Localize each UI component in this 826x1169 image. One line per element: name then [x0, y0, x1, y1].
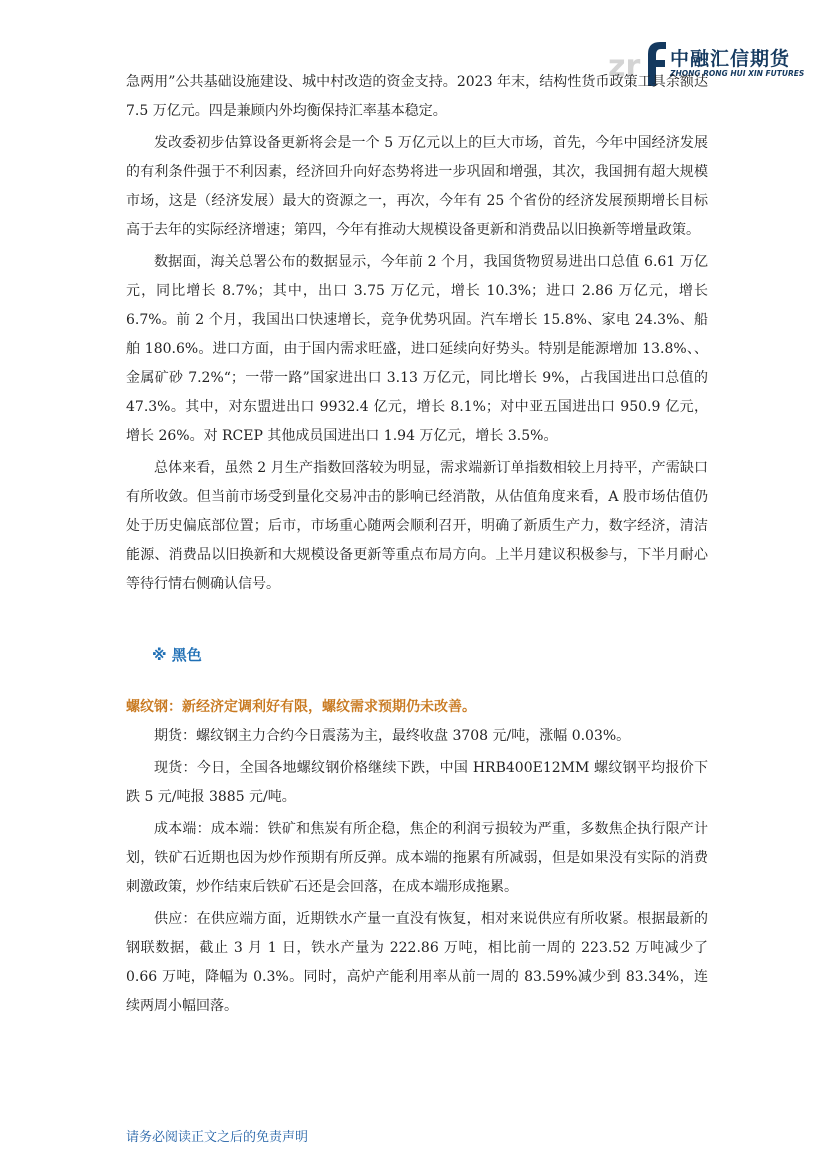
footer-disclaimer: 请务必阅读正文之后的免责声明 [126, 1130, 309, 1145]
paragraph-cost: 成本端：成本端：铁矿和焦炭有所企稳，焦企的利润亏损较为严重，多数焦企执行限产计划，铁矿石近期也因为炒作预期有所反弹。成本端的拖累有所减弱，但是如果没有实际的消费刺激政策，炒作结束后铁矿石还是会回落，在成本端形成拖累。 [126, 821, 708, 895]
section-title-ferrous: ※ 黑色 [152, 646, 202, 664]
paragraph-futures: 期货：螺纹钢主力合约今日震荡为主，最终收盘 3708 元/吨，涨幅 0.03%。 [154, 728, 631, 744]
subsection-title-rebar: 螺纹钢：新经济定调利好有限，螺纹需求预期仍未改善。 [126, 699, 476, 715]
paragraph-supply: 供应：在供应端方面，近期铁水产量一直没有恢复，相对来说供应有所收紧。根据最新的钢联数据，截止 3 月 1 日，铁水产量为 222.86 万吨，相比前一周的 223.52 万吨减少了 0.66 万吨，降幅为 0.3%。同时，高炉产能利用率从前一周的 83.59%减少到 83.34%，连续两周小幅回落。 [126, 911, 708, 1014]
document-body [126, 68, 708, 1021]
logo-company-name-cn: 中融汇信期货 [670, 48, 791, 70]
paragraph-monetary-policy: 急两用”公共基础设施建设、城中村改造的资金支持。2023 年末，结构性货币政策工具余额达 7.5 万亿元。四是兼顾内外均衡保持汇率基本稳定。 [126, 74, 708, 119]
logo-company-name-en: ZHONG RONG HUI XIN FUTURES [670, 69, 805, 78]
paragraph-trade-data: 数据面，海关总署公布的数据显示，今年前 2 个月，我国货物贸易进出口总值 6.61 万亿元，同比增长 8.7%；其中，出口 3.75 万亿元，增长 10.3%；进口 2.86 万亿元，增长 6.7%。前 2 个月，我国出口快速增长，竞争优势巩固。汽车增长 15.8%、家电 24.3%、船舶 180.6%。进口方面，由于国内需求旺盛，进口延续向好势头。特别是能源增加 13.8%、、金属矿砂 7.2%“；一带一路”国家进出口 3.13 万亿元，同比增长 9%，占我国进出口总值的 47.3%。其中，对东盟进出口 9932.4 亿元，增长 8.1%；对中亚五国进出口 950.9 亿元，增长 26%。对 RCEP 其他成员国进出口 1.94 万亿元，增长 3.5%。 [126, 254, 708, 444]
svg-text:zr: zr [608, 49, 641, 84]
paragraph-summary: 总体来看，虽然 2 月生产指数回落较为明显，需求端新订单指数相较上月持平，产需缺口有所收敛。但当前市场受到量化交易冲击的影响已经消散，从估值角度来看，A 股市场估值仍处于历史偏底部位置；后市，市场重心随两会顺利召开，明确了新质生产力，数字经济，清洁能源、消费品以旧换新和大规模设备更新等重点布局方向。上半月建议积极参与，下半月耐心等待行情右侧确认信号。 [126, 460, 708, 592]
paragraph-equipment-update: 发改委初步估算设备更新将会是一个 5 万亿元以上的巨大市场，首先，今年中国经济发展的有利条件强于不利因素，经济回升向好态势将进一步巩固和增强，其次，我国拥有超大规模市场，这是（经济发展）最大的资源之一，再次，今年有 25 个省份的经济发展预期增长目标高于去年的实际经济增速；第四，今年有推动大规模设备更新和消费品以旧换新等增量政策。 [126, 135, 708, 238]
paragraph-spot: 现货：今日，全国各地螺纹钢价格继续下跌，中国 HRB400E12MM 螺纹钢平均报价下跌 5 元/吨报 3885 元/吨。 [126, 760, 708, 805]
